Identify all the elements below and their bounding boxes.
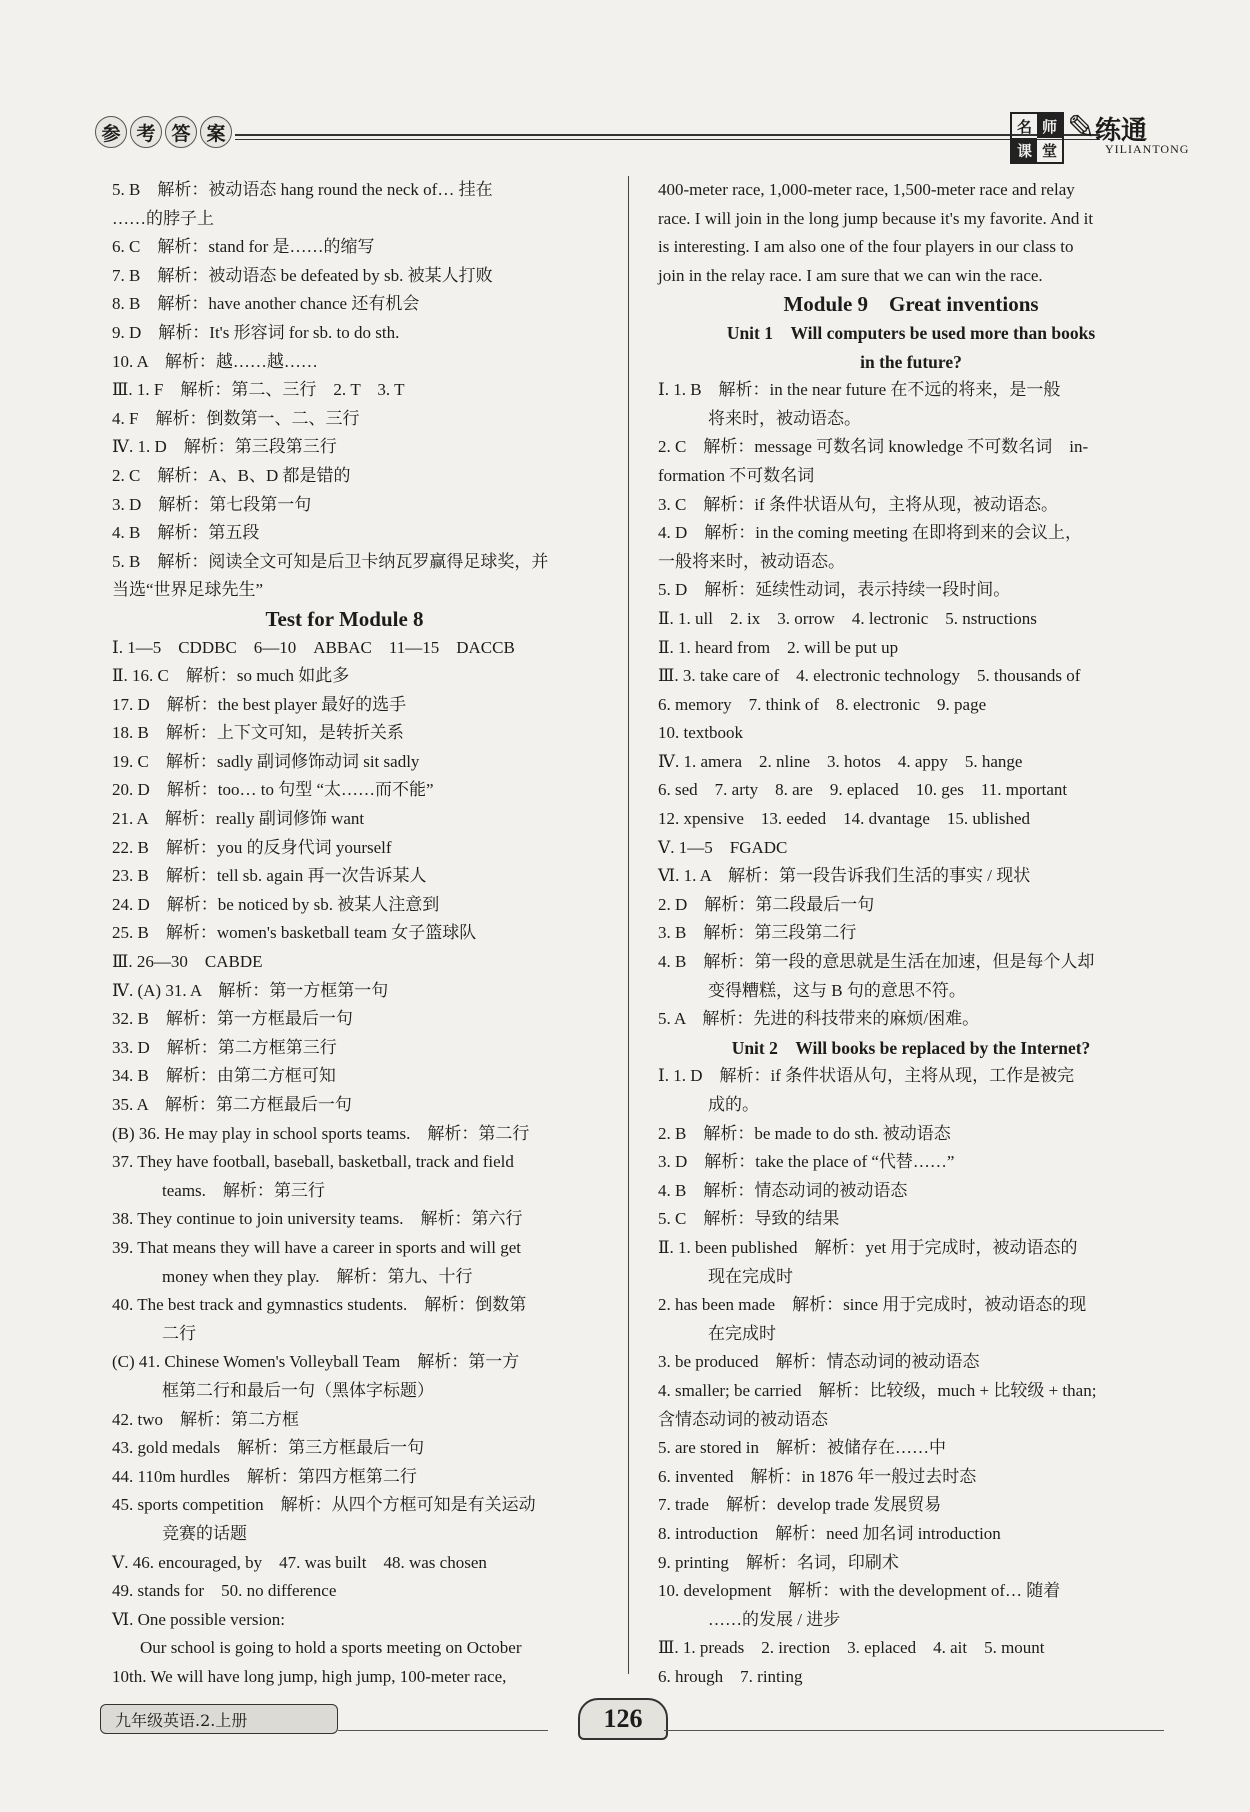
answer-line: 10. development 解析：with the development of… 随着: [658, 1581, 1061, 1601]
answer-line: 6. invented 解析：in 1876 年一般过去时态: [658, 1466, 977, 1486]
answer-line: 44. 110m hurdles 解析：第四方框第二行: [112, 1466, 417, 1486]
answer-line: money when they play. 解析：第九、十行: [162, 1266, 473, 1286]
answer-line: Ⅴ. 46. encouraged, by 47. was built 48. was chosen: [112, 1552, 487, 1572]
answer-line: 当选“世界足球先生”: [112, 580, 264, 600]
answer-line: 一般将来时，被动语态。: [658, 551, 845, 571]
footer-rule: [664, 1730, 1164, 1731]
answer-line: 4. B 解析：情态动词的被动语态: [658, 1180, 908, 1200]
answer-line: 37. They have football, baseball, basketball, track and field: [112, 1152, 514, 1172]
answer-line: race. I will join in the long jump because it's my favorite. And it: [658, 208, 1094, 228]
title-char: 案: [200, 116, 232, 148]
answer-line: 23. B 解析：tell sb. again 再一次告诉某人: [112, 866, 427, 886]
answer-line: 3. D 解析：第七段第一句: [112, 494, 312, 514]
answer-line: 9. printing 解析：名词，印刷术: [658, 1552, 899, 1572]
answer-line: 现在完成时: [708, 1266, 793, 1286]
answer-line: 框第二行和最后一句（黑体字标题）: [162, 1380, 434, 1400]
answer-line: 6. hrough 7. rinting: [658, 1666, 803, 1686]
answer-line: 18. B 解析：上下文可知，是转折关系: [112, 723, 404, 743]
answer-line: 17. D 解析：the best player 最好的选手: [112, 694, 407, 714]
answer-line: 8. B 解析：have another chance 还有机会: [112, 294, 420, 314]
answer-line: 9. D 解析：It's 形容词 for sb. to do sth.: [112, 322, 400, 342]
answer-line: 5. A 解析：先进的科技带来的麻烦/困难。: [658, 1009, 980, 1029]
left-column: [112, 176, 577, 1691]
answer-line: 10. A 解析：越……越……: [112, 351, 318, 371]
answer-line: 34. B 解析：由第二方框可知: [112, 1066, 336, 1086]
header-rule: [235, 134, 1100, 136]
answer-line: teams. 解析：第三行: [162, 1180, 325, 1200]
pen-icon: ✎: [1067, 110, 1096, 147]
page-number: 126: [578, 1698, 668, 1740]
answer-line: Ⅲ. 1. preads 2. irection 3. eplaced 4. ait 5. mount: [658, 1638, 1045, 1658]
answer-line: 22. B 解析：you 的反身代词 yourself: [112, 837, 392, 857]
answer-line: Module 9 Great inventions: [783, 292, 1039, 317]
answer-line: Ⅰ. 1. B 解析：in the near future 在不远的将来，是一般: [658, 380, 1061, 400]
answer-line: 25. B 解析：women's basketball team 女子篮球队: [112, 923, 477, 943]
answer-line: 4. smaller; be carried 解析：比较级，much + 比较级 + than;: [658, 1380, 1097, 1400]
answer-line: 3. B 解析：第三段第二行: [658, 923, 857, 943]
header-rule-thin: [235, 139, 1100, 140]
answer-line: Ⅱ. 1. been published 解析：yet 用于完成时，被动语态的: [658, 1237, 1078, 1257]
answer-line: Ⅲ. 26—30 CABDE: [112, 952, 263, 972]
answer-line: (B) 36. He may play in school sports teams. 解析：第二行: [112, 1123, 530, 1143]
answer-line: 8. introduction 解析：need 加名词 introduction: [658, 1523, 1001, 1543]
answer-line: 7. trade 解析：develop trade 发展贸易: [658, 1495, 942, 1515]
header-title: [95, 116, 235, 148]
answer-line: 将来时，被动语态。: [708, 408, 861, 428]
answer-line: 32. B 解析：第一方框最后一句: [112, 1009, 353, 1029]
answer-line: Ⅱ. 1. ull 2. ix 3. orrow 4. lectronic 5. nstructions: [658, 608, 1037, 628]
answer-line: 7. B 解析：被动语态 be defeated by sb. 被某人打败: [112, 265, 493, 285]
answer-line: Ⅰ. 1. D 解析：if 条件状语从句，主将从现，工作是被完: [658, 1066, 1075, 1086]
answer-line: Ⅵ. 1. A 解析：第一段告诉我们生活的事实 / 现状: [658, 866, 1031, 886]
answer-line: 24. D 解析：be noticed by sb. 被某人注意到: [112, 894, 440, 914]
answer-line: 33. D 解析：第二方框第三行: [112, 1037, 337, 1057]
answer-line: 45. sports competition 解析：从四个方框可知是有关运动: [112, 1495, 536, 1515]
answer-line: 5. B 解析：阅读全文可知是后卫卡纳瓦罗赢得足球奖，并: [112, 551, 549, 571]
answer-line: Ⅱ. 1. heard from 2. will be put up: [658, 637, 899, 657]
answer-line: Test for Module 8: [265, 606, 424, 631]
answer-line: 3. C 解析：if 条件状语从句，主将从现，被动语态。: [658, 494, 1058, 514]
answer-line: 35. A 解析：第二方框最后一句: [112, 1095, 352, 1114]
answer-line: 12. xpensive 13. eeded 14. dvantage 15. ublished: [658, 809, 1031, 829]
answer-line: 5. C 解析：导致的结果: [658, 1209, 840, 1229]
logo-char: 名: [1016, 119, 1032, 136]
logo-char: 堂: [1041, 143, 1057, 160]
answer-line: 2. C 解析：A、B、D 都是错的: [112, 465, 351, 485]
page-header: [95, 110, 1190, 164]
answer-line: Our school is going to hold a sports meeting on October: [140, 1638, 522, 1658]
answer-line: 5. B 解析：被动语态 hang round the neck of… 挂在: [112, 180, 493, 199]
answer-line: 49. stands for 50. no difference: [112, 1581, 337, 1601]
answer-line: 2. C 解析：message 可数名词 knowledge 不可数名词 in-: [658, 437, 1089, 457]
answer-line: 40. The best track and gymnastics students. 解析：倒数第: [112, 1295, 527, 1315]
answer-line: 3. be produced 解析：情态动词的被动语态: [658, 1352, 980, 1372]
answer-line: Ⅳ. 1. amera 2. nline 3. hotos 4. appy 5. hange: [658, 751, 1023, 771]
answer-line: 43. gold medals 解析：第三方框最后一句: [112, 1438, 425, 1458]
answer-line: Ⅰ. 1—5 CDDBC 6—10 ABBAC 11—15 DACCB: [112, 637, 515, 657]
answer-line: 3. D 解析：take the place of “代替……”: [658, 1152, 955, 1172]
brand-logo-sub: YILIANTONG: [1105, 142, 1190, 156]
answer-line: 38. They continue to join university teams. 解析：第六行: [112, 1209, 523, 1229]
answer-line: 在完成时: [708, 1323, 776, 1343]
title-char: 答: [165, 116, 197, 148]
answer-line: 6. sed 7. arty 8. are 9. eplaced 10. ges 11. mportant: [658, 780, 1068, 800]
answer-line: 6. memory 7. think of 8. electronic 9. page: [658, 694, 987, 714]
answer-line: Unit 2 Will books be replaced by the Internet?: [731, 1037, 1091, 1058]
answer-line: Ⅴ. 1—5 FGADC: [658, 837, 788, 857]
answer-line: ……的发展 / 进步: [708, 1609, 841, 1629]
answer-line: 竞赛的话题: [162, 1523, 247, 1543]
answer-line: 变得糟糕，这与 B 句的意思不符。: [708, 980, 966, 1000]
answer-line: 成的。: [708, 1095, 759, 1114]
answer-line: 19. C 解析：sadly 副词修饰动词 sit sadly: [112, 751, 420, 771]
answer-line: 5. D 解析：延续性动词，表示持续一段时间。: [658, 580, 1011, 600]
answer-line: 4. B 解析：第五段: [112, 523, 260, 543]
answer-line: 含情态动词的被动语态: [658, 1409, 828, 1429]
answer-line: 4. B 解析：第一段的意思就是生活在加速，但是每个人却: [658, 952, 1095, 972]
answer-line: in the future?: [860, 351, 962, 372]
answer-line: Ⅱ. 16. C 解析：so much 如此多: [112, 666, 350, 686]
answer-line: Ⅲ. 3. take care of 4. electronic technology 5. thousands of: [658, 666, 1081, 686]
right-column: [658, 176, 1164, 1691]
title-char: 参: [95, 116, 127, 148]
answer-line: formation 不可数名词: [658, 465, 815, 485]
answer-line: 21. A 解析：really 副词修饰 want: [112, 809, 365, 829]
answer-line: 400-meter race, 1,000-meter race, 1,500-meter race and relay: [658, 180, 1075, 199]
answer-line: Ⅵ. One possible version:: [112, 1609, 285, 1629]
answer-line: 6. C 解析：stand for 是……的缩写: [112, 237, 375, 257]
answer-line: 5. are stored in 解析：被储存在……中: [658, 1438, 947, 1458]
answer-line: 4. D 解析：in the coming meeting 在即将到来的会议上，: [658, 523, 1083, 543]
answer-line: ……的脖子上: [112, 208, 214, 228]
answer-line: join in the relay race. I am sure that we can win the race.: [658, 265, 1043, 285]
answer-line: 39. That means they will have a career in sports and will get: [112, 1237, 521, 1257]
brand-logo-box: [1010, 112, 1064, 164]
answer-line: 2. B 解析：be made to do sth. 被动语态: [658, 1123, 951, 1143]
answer-line: Ⅳ. (A) 31. A 解析：第一方框第一句: [112, 980, 389, 1000]
answer-line: Unit 1 Will computers be used more than books: [726, 322, 1096, 343]
answer-line: 2. D 解析：第二段最后一句: [658, 894, 875, 914]
answer-line: 20. D 解析：too… to 句型 “太……而不能”: [112, 780, 434, 800]
answer-line: Ⅳ. 1. D 解析：第三段第三行: [112, 437, 337, 457]
book-label: 九年级英语.2.上册: [100, 1704, 338, 1734]
answer-line: 2. has been made 解析：since 用于完成时，被动语态的现: [658, 1295, 1087, 1315]
answer-line: 42. two 解析：第二方框: [112, 1409, 299, 1429]
answer-line: (C) 41. Chinese Women's Volleyball Team 解析：第一方: [112, 1352, 520, 1372]
footer-rule: [338, 1730, 548, 1731]
answer-line: 4. F 解析：倒数第一、二、三行: [112, 408, 360, 428]
answer-line: 10th. We will have long jump, high jump, 100-meter race,: [112, 1666, 507, 1686]
logo-char: 师: [1037, 114, 1062, 138]
answer-line: 二行: [162, 1323, 196, 1343]
title-char: 考: [130, 116, 162, 148]
answer-line: is interesting. I am also one of the four players in our class to: [658, 237, 1074, 257]
answer-line: 10. textbook: [658, 723, 743, 743]
column-divider: [628, 176, 629, 1674]
answer-line: Ⅲ. 1. F 解析：第二、三行 2. T 3. T: [112, 380, 405, 400]
logo-char: 课: [1012, 138, 1037, 162]
brand-logo-text: 练通: [1095, 116, 1148, 145]
